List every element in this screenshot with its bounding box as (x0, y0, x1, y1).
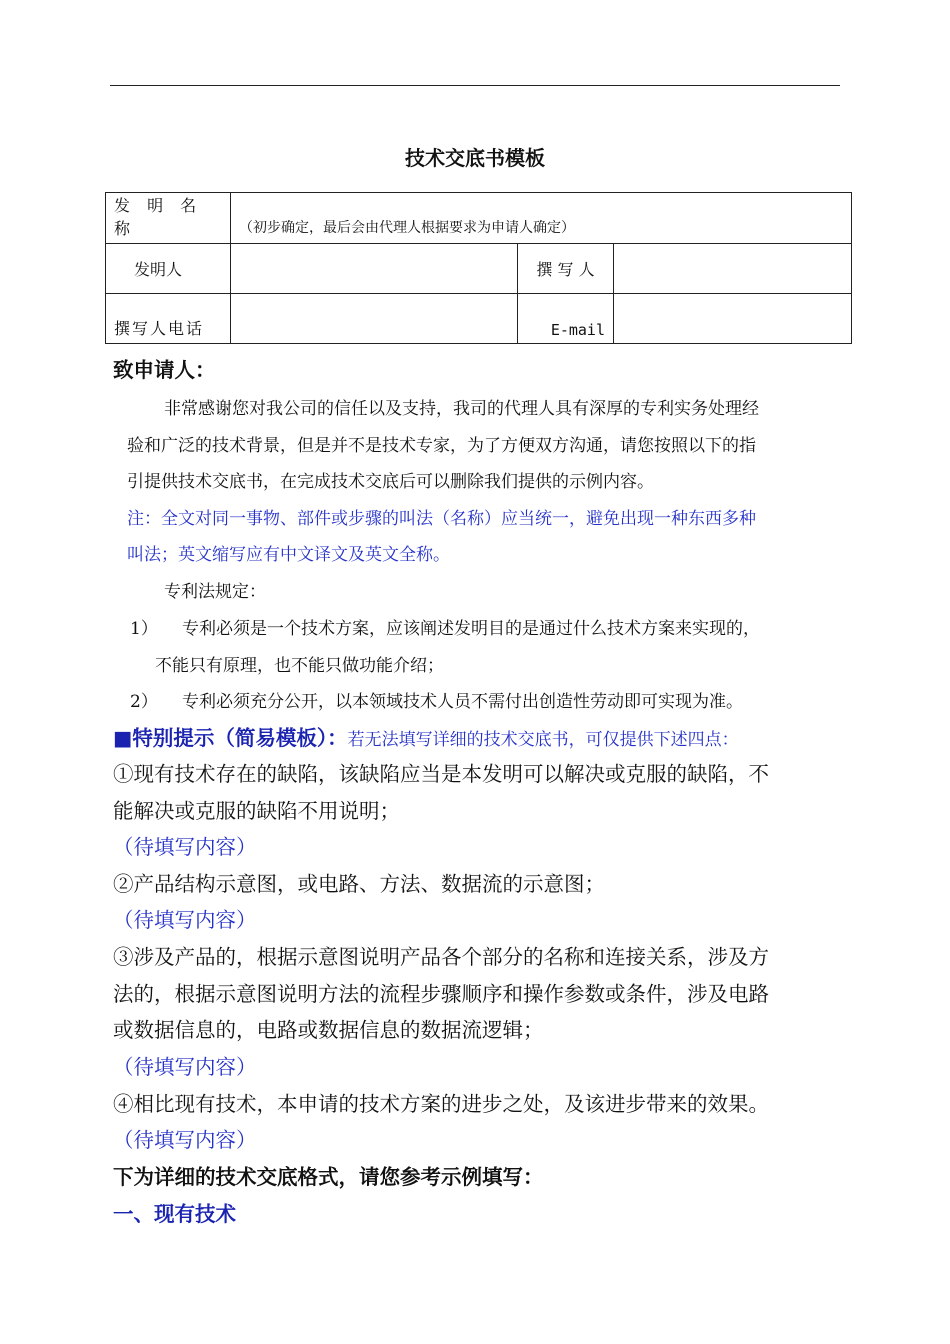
page-title: 技术交底书模板 (405, 146, 545, 170)
law-item-2-line-1: 专利必须充分公开，以本领域技术人员不需付出创造性劳动即可实现为准。 (182, 692, 743, 712)
law-heading: 专利法规定： (164, 582, 266, 602)
writer-phone-label: 撰写人电话 (106, 294, 231, 344)
intro-line-1: 非常感谢您对我公司的信任以及支持，我司的代理人具有深厚的专利实务处理经 (164, 399, 759, 419)
note-line-1: 注：全文对同一事物、部件或步骤的叫法（名称）应当统一，避免出现一种东西多种 (127, 509, 756, 529)
point-1-line-1: ①现有技术存在的缺陷，该缺陷应当是本发明可以解决或克服的缺陷，不 (113, 762, 769, 786)
placeholder-4[interactable]: （待填写内容） (113, 1128, 257, 1152)
table-row-contact (106, 294, 852, 344)
table-row-invention-name (106, 193, 852, 244)
invention-name-label: 发 明 名 称 (106, 193, 231, 244)
greeting: 致申请人： (113, 358, 216, 382)
placeholder-3[interactable]: （待填写内容） (113, 1055, 257, 1079)
note-line-2: 叫法；英文缩写应有中文译文及英文全称。 (127, 545, 450, 565)
invention-name-field[interactable] (231, 193, 852, 244)
header-rule (110, 85, 840, 86)
special-tip-text: 若无法填写详细的技术交底书，可仅提供下述四点： (347, 730, 739, 750)
law-item-1-line-1: 专利必须是一个技术方案，应该阐述发明目的是通过什么技术方案来实现的， (182, 619, 760, 639)
law-item-1-line-2: 不能只有原理，也不能只做功能介绍； (155, 656, 444, 676)
law-item-1-num: 1） (130, 619, 158, 639)
point-3-line-1: ③涉及产品的，根据示意图说明产品各个部分的名称和连接关系，涉及方 (113, 945, 769, 969)
special-tip (113, 721, 739, 751)
inventor-field[interactable] (231, 244, 518, 294)
invention-name-hint: （初步确定，最后会由代理人根据要求为申请人确定） (239, 220, 575, 236)
section-heading-prior-art: 一、现有技术 (113, 1202, 236, 1226)
info-table (105, 192, 852, 344)
point-4-line-1: ④相比现有技术，本申请的技术方案的进步之处，及该进步带来的效果。 (113, 1092, 769, 1116)
placeholder-2[interactable]: （待填写内容） (113, 908, 257, 932)
placeholder-1[interactable]: （待填写内容） (113, 835, 257, 859)
writer-field[interactable] (614, 244, 852, 294)
table-row-inventor (106, 244, 852, 294)
point-2-line-1: ②产品结构示意图，或电路、方法、数据流的示意图； (113, 872, 605, 896)
email-label: E-mail (518, 294, 614, 344)
point-3-line-2: 法的，根据示意图说明方法的流程步骤顺序和操作参数或条件，涉及电路 (113, 982, 769, 1006)
inventor-label: 发明人 (106, 244, 231, 294)
detail-intro: 下为详细的技术交底格式，请您参考示例填写： (113, 1165, 544, 1189)
writer-label: 撰 写 人 (518, 244, 614, 294)
writer-phone-field[interactable] (231, 294, 518, 344)
point-1-line-2: 能解决或克服的缺陷不用说明； (113, 799, 400, 823)
intro-line-2: 验和广泛的技术背景，但是并不是技术专家，为了方便双方沟通，请您按照以下的指 (127, 436, 756, 456)
email-field[interactable] (614, 294, 852, 344)
special-tip-label: ■特别提示（简易模板）： (113, 726, 348, 750)
law-item-2-num: 2） (130, 692, 158, 712)
point-3-line-3: 或数据信息的，电路或数据信息的数据流逻辑； (113, 1018, 544, 1042)
intro-line-3: 引提供技术交底书，在完成技术交底后可以删除我们提供的示例内容。 (127, 472, 654, 492)
